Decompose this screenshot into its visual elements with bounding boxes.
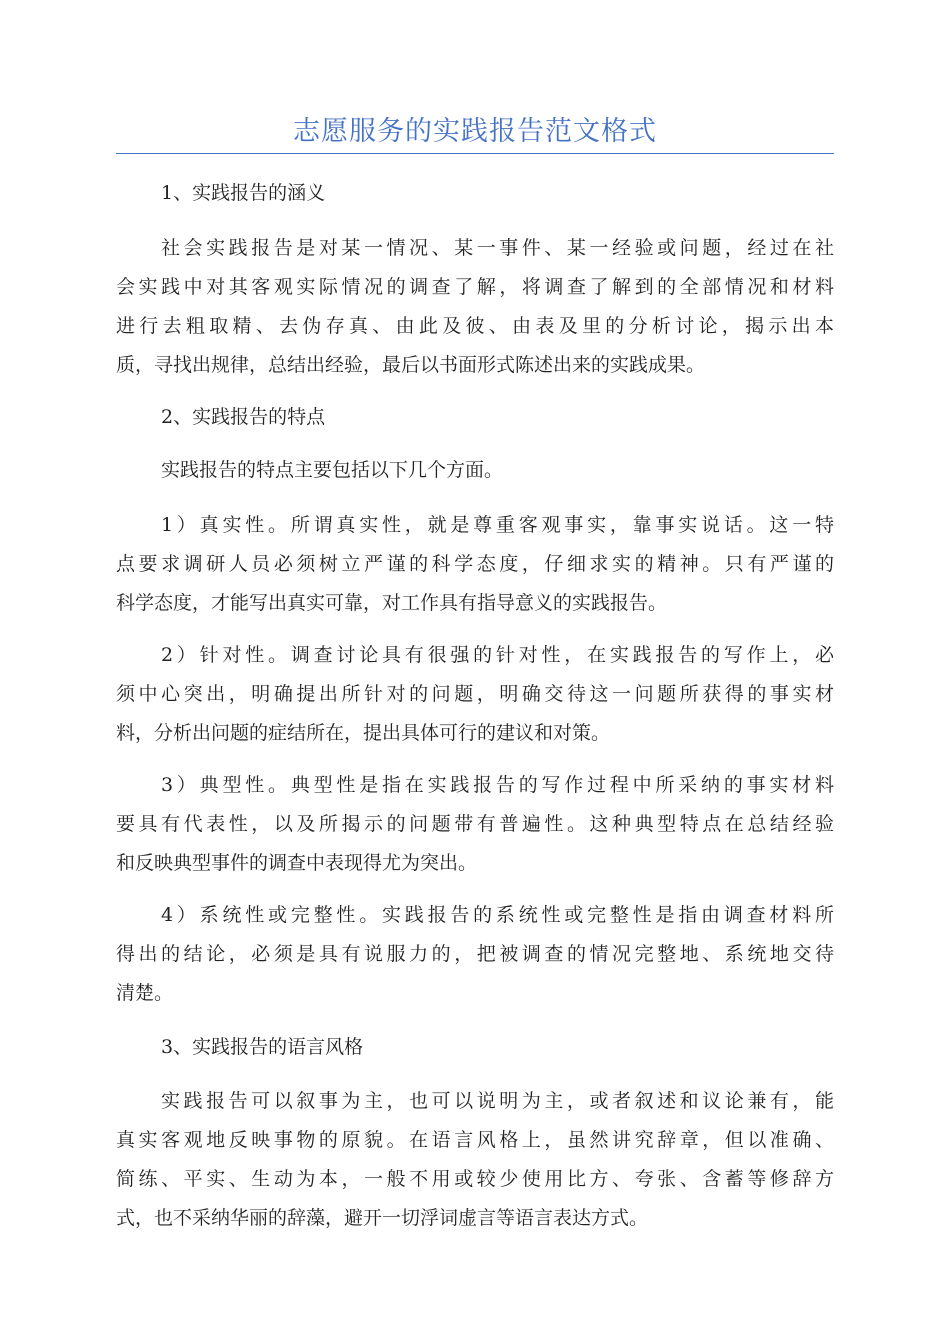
text-line: 2、实践报告的特点	[161, 406, 326, 428]
text-line: 简练、平实、生动为本，一般不用或较少使用比方、夸张、含蓄等修辞方	[116, 1168, 834, 1190]
text-line: 会实践中对其客观实际情况的调查了解，将调查了解到的全部情况和材料	[116, 276, 834, 298]
text-line: 须中心突出，明确提出所针对的问题，明确交待这一问题所获得的事实材	[116, 683, 834, 705]
text-line: 实践报告可以叙事为主，也可以说明为主，或者叙述和议论兼有，能	[161, 1090, 834, 1112]
text-line: 社会实践报告是对某一情况、某一事件、某一经验或问题，经过在社	[161, 237, 834, 259]
text-line: 2）针对性。调查讨论具有很强的针对性，在实践报告的写作上，必	[161, 644, 834, 666]
section-heading-2	[116, 398, 834, 437]
paragraph-typicality	[116, 766, 834, 883]
text-line: 得出的结论，必须是具有说服力的，把被调查的情况完整地、系统地交待	[116, 943, 834, 965]
text-line: 实践报告的特点主要包括以下几个方面。	[161, 459, 504, 481]
paragraph-authenticity	[116, 506, 834, 623]
text-line: 4）系统性或完整性。实践报告的系统性或完整性是指由调查材料所	[161, 904, 834, 926]
text-line: 真实客观地反映事物的原貌。在语言风格上，虽然讲究辞章，但以准确、	[116, 1129, 834, 1151]
text-line: 点要求调研人员必须树立严谨的科学态度，仔细求实的精神。只有严谨的	[116, 553, 834, 575]
text-line: 科学态度，才能写出真实可靠，对工作具有指导意义的实践报告。	[116, 592, 668, 614]
text-line: 3、实践报告的语言风格	[161, 1036, 364, 1058]
text-line: 式，也不采纳华丽的辞藻，避开一切浮词虚言等语言表达方式。	[116, 1207, 649, 1229]
text-line: 清楚。	[116, 982, 174, 1004]
title-underline	[116, 153, 834, 154]
paragraph-pertinence	[116, 636, 834, 753]
text-line: 和反映典型事件的调查中表现得尤为突出。	[116, 852, 478, 874]
paragraph-definition	[116, 229, 834, 385]
paragraph-language-style	[116, 1082, 834, 1238]
document-title: 志愿服务的实践报告范文格式	[293, 116, 657, 147]
text-line: 质，寻找出规律，总结出经验，最后以书面形式陈述出来的实践成果。	[116, 354, 706, 376]
section-heading-3	[116, 1028, 834, 1067]
section-heading-1	[116, 174, 834, 213]
text-line: 进行去粗取精、去伪存真、由此及彼、由表及里的分析讨论，揭示出本	[116, 315, 834, 337]
paragraph-systematic	[116, 896, 834, 1013]
text-line: 3）典型性。典型性是指在实践报告的写作过程中所采纳的事实材料	[161, 774, 834, 796]
text-line: 1）真实性。所谓真实性，就是尊重客观事实，靠事实说话。这一特	[161, 514, 834, 536]
text-line: 料，分析出问题的症结所在，提出具体可行的建议和对策。	[116, 722, 611, 744]
text-line: 要具有代表性，以及所揭示的问题带有普遍性。这种典型特点在总结经验	[116, 813, 834, 835]
paragraph-features-intro	[116, 451, 834, 490]
text-line: 1、实践报告的涵义	[161, 182, 326, 204]
